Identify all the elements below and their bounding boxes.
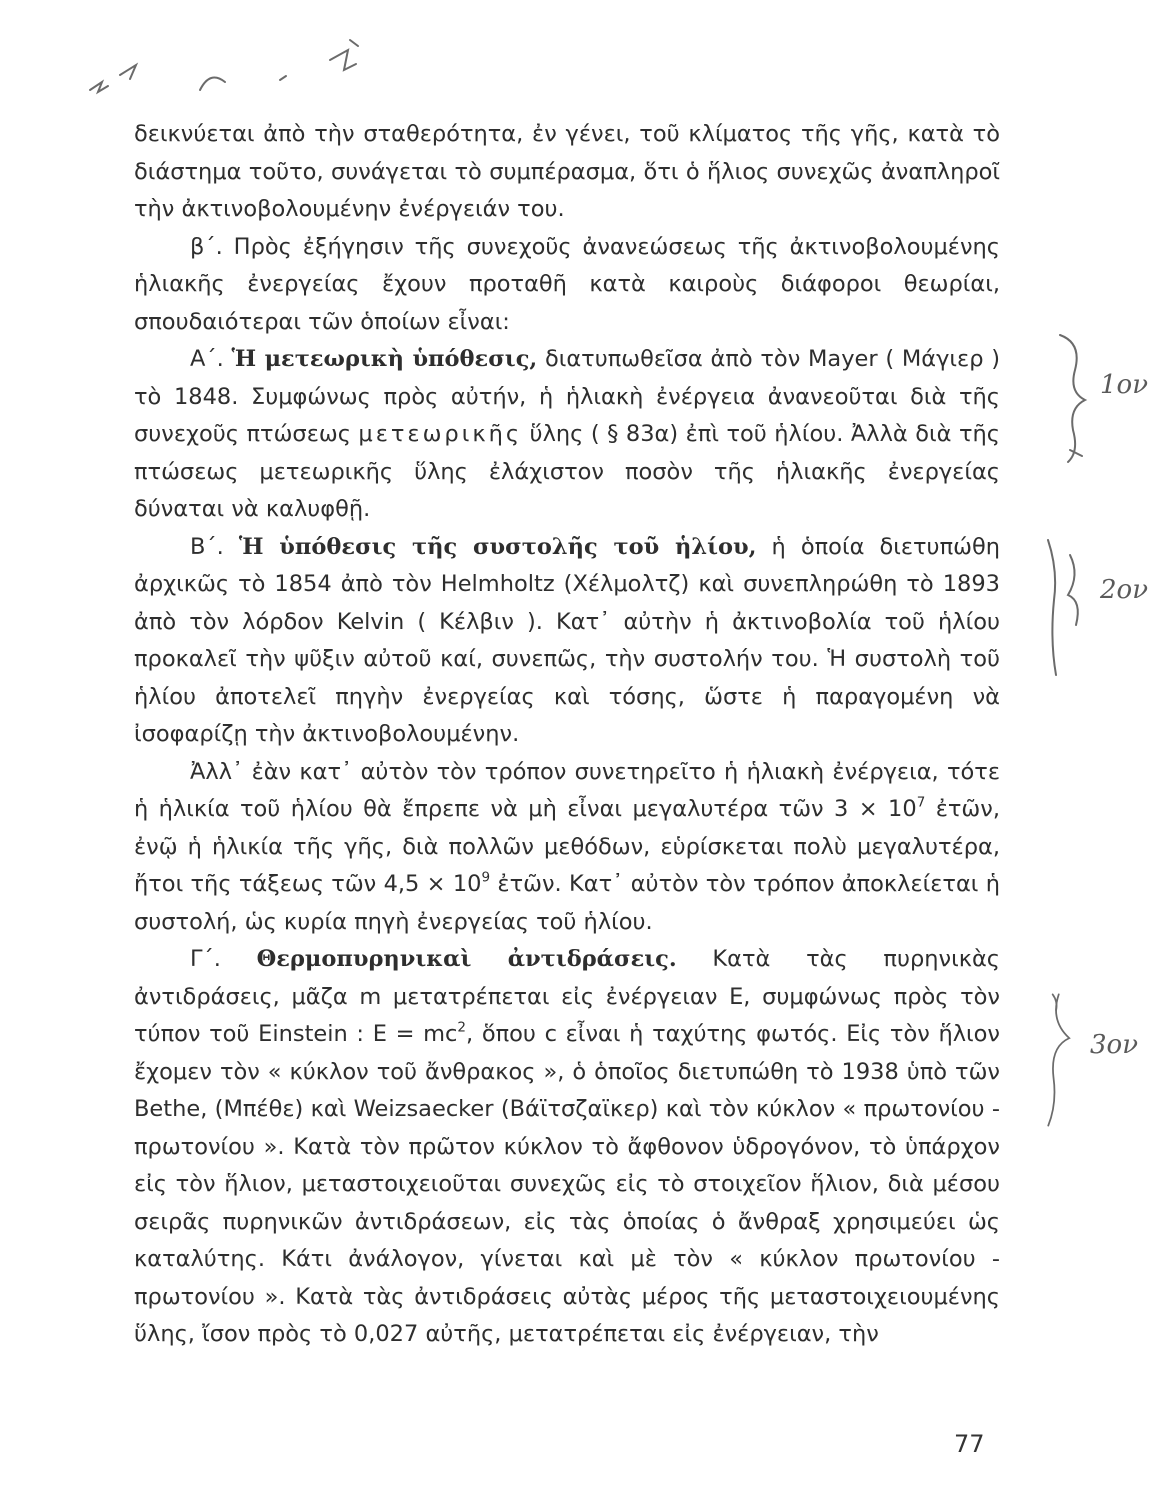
margin-note-label: 3ον <box>1090 1030 1139 1060</box>
text-run: , ὅπου c εἶναι ἡ ταχύτης φωτός. Εἰς τὸν ἥλιον ἔχομεν τὸν « κύκλον τοῦ ἄνθρακος », ὁ ὁποῖος διετυπώθη τὸ 1938 ὑπὸ τῶν Bethe, (Μπέθε) καὶ Weizsaecker (Βάϊτσζαϊκερ) καὶ τὸν κύκλον « πρωτονίου - πρωτονίου ». Κατὰ τὸν πρῶτον κύκλον τὸ ἄφθονον ὑδρογόνον, τὸ ὑπάρχον εἰς τὸν ἥλιον, μεταστοιχειοῦται συνεχῶς εἰς τὸ στοιχεῖον ἥλιον, διὰ μέσου σειρᾶς πυρηνικῶν ἀντιδράσεων, εἰς τὰς ὁποίας ὁ ἄνθραξ χρησιμεύει ὡς καταλύτης. Κάτι ἀνάλογον, γίνεται καὶ μὲ τὸν « κύκλον πρωτονίου - πρωτονίου ». Κατὰ τὰς ἀντιδράσεις αὐτὰς μέρος τῆς μεταστοιχειουμένης ὕλης, ἴσον πρὸς τὸ 0,027 αὐτῆς, μετατρέπεται εἰς ἐνέργειαν, τὴν <box>134 1021 1000 1347</box>
margin-note-1 <box>1040 330 1150 470</box>
text-run: Β΄. <box>190 533 239 560</box>
paragraph-p3 <box>134 341 1000 529</box>
text-run: ἡ ὁποία διετυπώθη ἀρχικῶς τὸ 1854 ἀπὸ τὸν Helmholtz (Χέλμολτζ) καὶ συνεπληρώθη τὸ 1893 ἀπὸ τὸν λόρδον Kelvin ( Κέλβιν ). Κατ᾽ αὐτὴν ἡ ἀκτινοβολία τοῦ ἡλίου προκαλεῖ τὴν ψῦξιν αὐτοῦ καί, συνεπῶς, τὴν συστολήν του. Ἡ συστολὴ τοῦ ἡλίου ἀποτελεῖ πηγὴν ἐνεργείας καὶ τόσης, ὥστε ἡ παραγομένη νὰ ἰσοφαρίζῃ τὴν ἀκτινοβολουμένην. <box>134 533 1000 747</box>
ink-smudges <box>80 30 400 120</box>
section-heading: Ἡ μετεωρικὴ ὑπόθεσις, <box>231 346 538 372</box>
section-heading: Ἡ ὑπόθεσις τῆς συστολῆς τοῦ ἡλίου, <box>238 533 757 560</box>
body-text <box>134 116 1000 1354</box>
margin-brace-icon <box>1040 330 1150 470</box>
exponent: 2 <box>457 1019 467 1036</box>
text-run: Γ΄. <box>190 946 257 972</box>
paragraph-p1 <box>134 116 1000 229</box>
margin-note-2 <box>1040 535 1150 675</box>
margin-note-3 <box>1030 990 1140 1130</box>
paragraph-p6 <box>134 941 1000 1354</box>
paragraph-p4 <box>134 529 1000 754</box>
text-run: ἐτῶν, ἐνῷ ἡ ἡλικία τῆς γῆς, διὰ πολλῶν μεθόδων, εὑρίσκεται πολὺ μεγαλυτέρα, ἤτοι τῆς τάξεως τῶν 4,5 × 10 <box>134 796 1000 897</box>
margin-note-label: 2ον <box>1100 575 1149 605</box>
paragraph-p5 <box>134 754 1000 942</box>
text-run: Κατὰ τὰς πυρηνικὰς ἀντιδράσεις, μᾶζα m μετατρέπεται εἰς ἐνέργειαν E, συμφώνως πρὸς τὸν τύπον τοῦ Einstein : E = mc <box>134 946 1000 1047</box>
margin-brace-icon <box>1030 990 1140 1130</box>
text-run: Ἀλλ᾽ ἐὰν κατ᾽ αὐτὸν τὸν τρόπον συνετηρεῖτο ἡ ἡλιακὴ ἐνέργεια, τότε ἡ ἡλικία τοῦ ἡλίου θὰ ἔπρεπε νὰ μὴ εἶναι μεγαλυτέρα τῶν 3 × 10 <box>134 758 1000 822</box>
section-heading: Θερμοπυρηνικαὶ ἀντιδράσεις. <box>256 946 677 972</box>
paragraph-p2 <box>134 229 1000 342</box>
text-run: ἐτῶν. Κατ᾽ αὐτὸν τὸν τρόπον ἀποκλείεται ἡ συστολή, ὡς κυρία πηγὴ ἐνεργείας τοῦ ἡλίου. <box>134 871 1000 935</box>
exponent: 9 <box>481 869 491 886</box>
margin-brace-icon <box>1040 535 1150 675</box>
text-run: δεικνύεται ἀπὸ τὴν σταθερότητα, ἐν γένει, τοῦ κλίματος τῆς γῆς, κατὰ τὸ διάστημα τοῦτο, συνάγεται τὸ συμπέρασμα, ὅτι ὁ ἥλιος συνεχῶς ἀναπληροῖ τὴν ἀκτινοβολουμένην ἐνέργειάν του. <box>134 121 1000 222</box>
text-run: β΄. Πρὸς ἐξήγησιν τῆς συνεχοῦς ἀνανεώσεως τῆς ἀκτινοβολουμένης ἡλιακῆς ἐνεργείας ἔχουν προταθῆ κατὰ καιροὺς διάφοροι θεωρίαι, σπουδαιότεραι τῶν ὁποίων εἶναι: <box>134 233 1000 335</box>
page-number: 77 <box>954 1430 985 1458</box>
text-run: Α΄. <box>190 346 232 372</box>
text-run: μετεωρικῆς <box>358 421 523 447</box>
text-run: διατυπωθεῖσα ἀπὸ τὸν Mayer ( Μάγιερ ) τὸ 1848. Συμφώνως πρὸς αὐτήν, ἡ ἡλιακὴ ἐνέργεια ἀνανεοῦται διὰ τῆς συνεχοῦς πτώσεως <box>134 346 1000 447</box>
exponent: 7 <box>916 794 926 811</box>
margin-note-label: 1ον <box>1100 370 1149 400</box>
text-run: ὕλης ( § 83α) ἐπὶ τοῦ ἡλίου. Ἀλλὰ διὰ τῆς πτώσεως μετεωρικῆς ὕλης ἐλάχιστον ποσὸν τῆς ἡλιακῆς ἐνεργείας δύναται νὰ καλυφθῇ. <box>134 421 1000 522</box>
